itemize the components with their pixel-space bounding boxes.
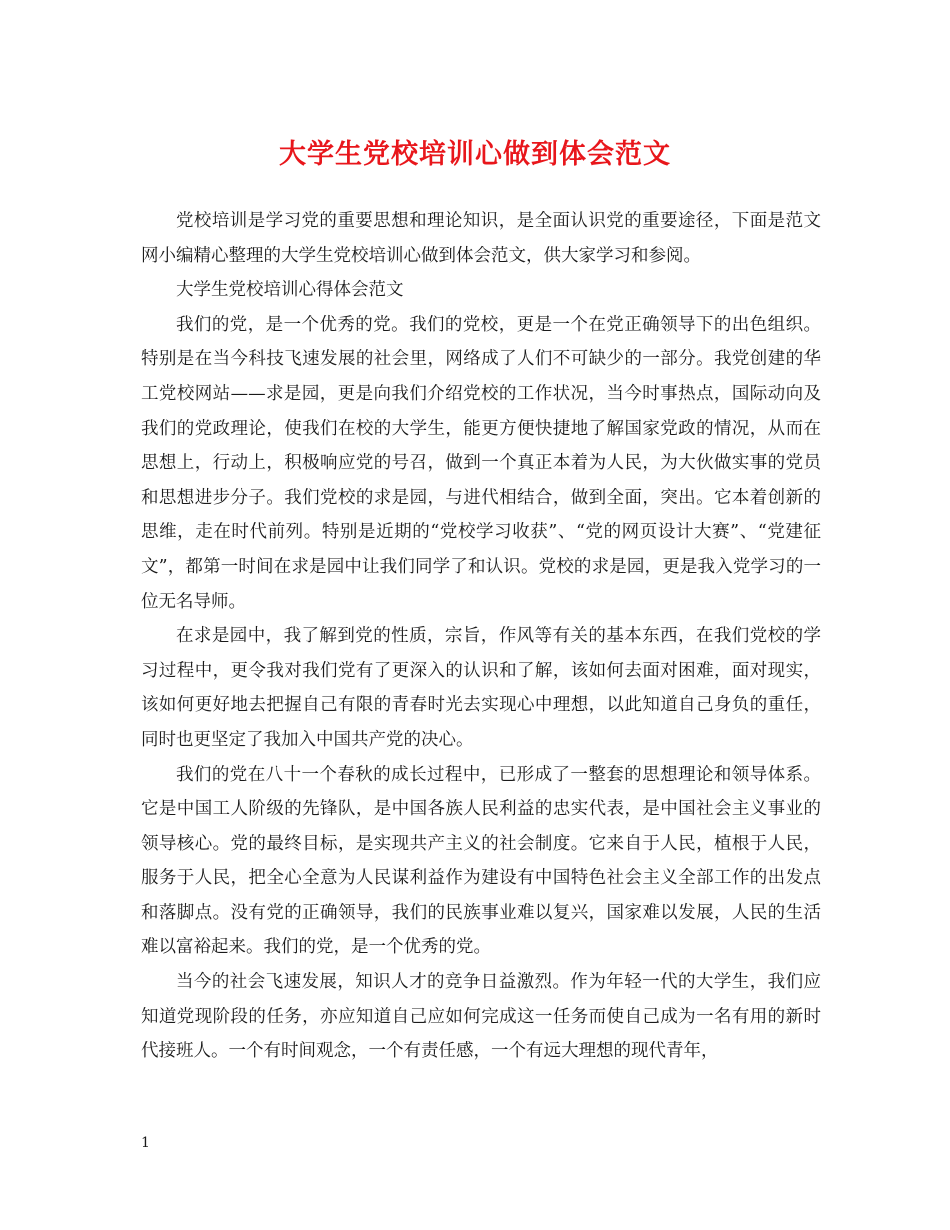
paragraph-body: 在求是园中，我了解到党的性质，宗旨，作风等有关的基本东西，在我们党校的学习过程中，更令我对我们党有了更深入的认识和了解，该如何去面对困难，面对现实，该如何更好地去把握自己有限的青春时光去实现心中理想，以此知道自己身负的重任，同时也更坚定了我加入中国共产党的决心。 xyxy=(141,626,821,750)
paragraph-intro: 党校培训是学习党的重要思想和理论知识，是全面认识党的重要途径，下面是范文网小编精心整理的大学生党校培训心做到体会范文，供大家学习和参阅。 xyxy=(141,211,821,266)
page-number: 1 xyxy=(141,1135,150,1151)
paragraph-subtitle: 大学生党校培训心得体会范文 xyxy=(176,280,404,301)
document-body xyxy=(141,204,821,1069)
paragraph-body: 当今的社会飞速发展，知识人才的竞争日益激烈。作为年轻一代的大学生，我们应知道党现阶段的任务，亦应知道自己应如何完成这一任务而使自己成为一名有用的新时代接班人。一个有时间观念，一个有责任感，一个有远大理想的现代青年， xyxy=(141,972,821,1062)
document-title: 大学生党校培训心做到体会范文 xyxy=(279,139,671,170)
paragraph-body: 我们的党，是一个优秀的党。我们的党校，更是一个在党正确领导下的出色组织。特别是在当今科技飞速发展的社会里，网络成了人们不可缺少的一部分。我党创建的华工党校网站——求是园，更是向我们介绍党校的工作状况，当今时事热点，国际动向及我们的党政理论，使我们在校的大学生，能更方便快捷地了解国家党政的情况，从而在思想上，行动上，积极响应党的号召，做到一个真正本着为人民，为大伙做实事的党员和思想进步分子。我们党校的求是园，与进代相结合，做到全面，突出。它本着创新的思维，走在时代前列。特别是近期的“党校学习收获”、“党的网页设计大赛”、“党建征文”，都第一时间在求是园中让我们同学了和认识。党校的求是园，更是我入党学习的一位无名导师。 xyxy=(141,314,821,612)
paragraph-body: 我们的党在八十一个春秋的成长过程中，已形成了一整套的思想理论和领导体系。它是中国工人阶级的先锋队，是中国各族人民利益的忠实代表，是中国社会主义事业的领导核心。党的最终目标，是实现共产主义的社会制度。它来自于人民，植根于人民，服务于人民，把全心全意为人民谋利益作为建设有中国特色社会主义全部工作的出发点和落脚点。没有党的正确领导，我们的民族事业难以复兴，国家难以发展，人民的生活难以富裕起来。我们的党，是一个优秀的党。 xyxy=(141,764,821,958)
